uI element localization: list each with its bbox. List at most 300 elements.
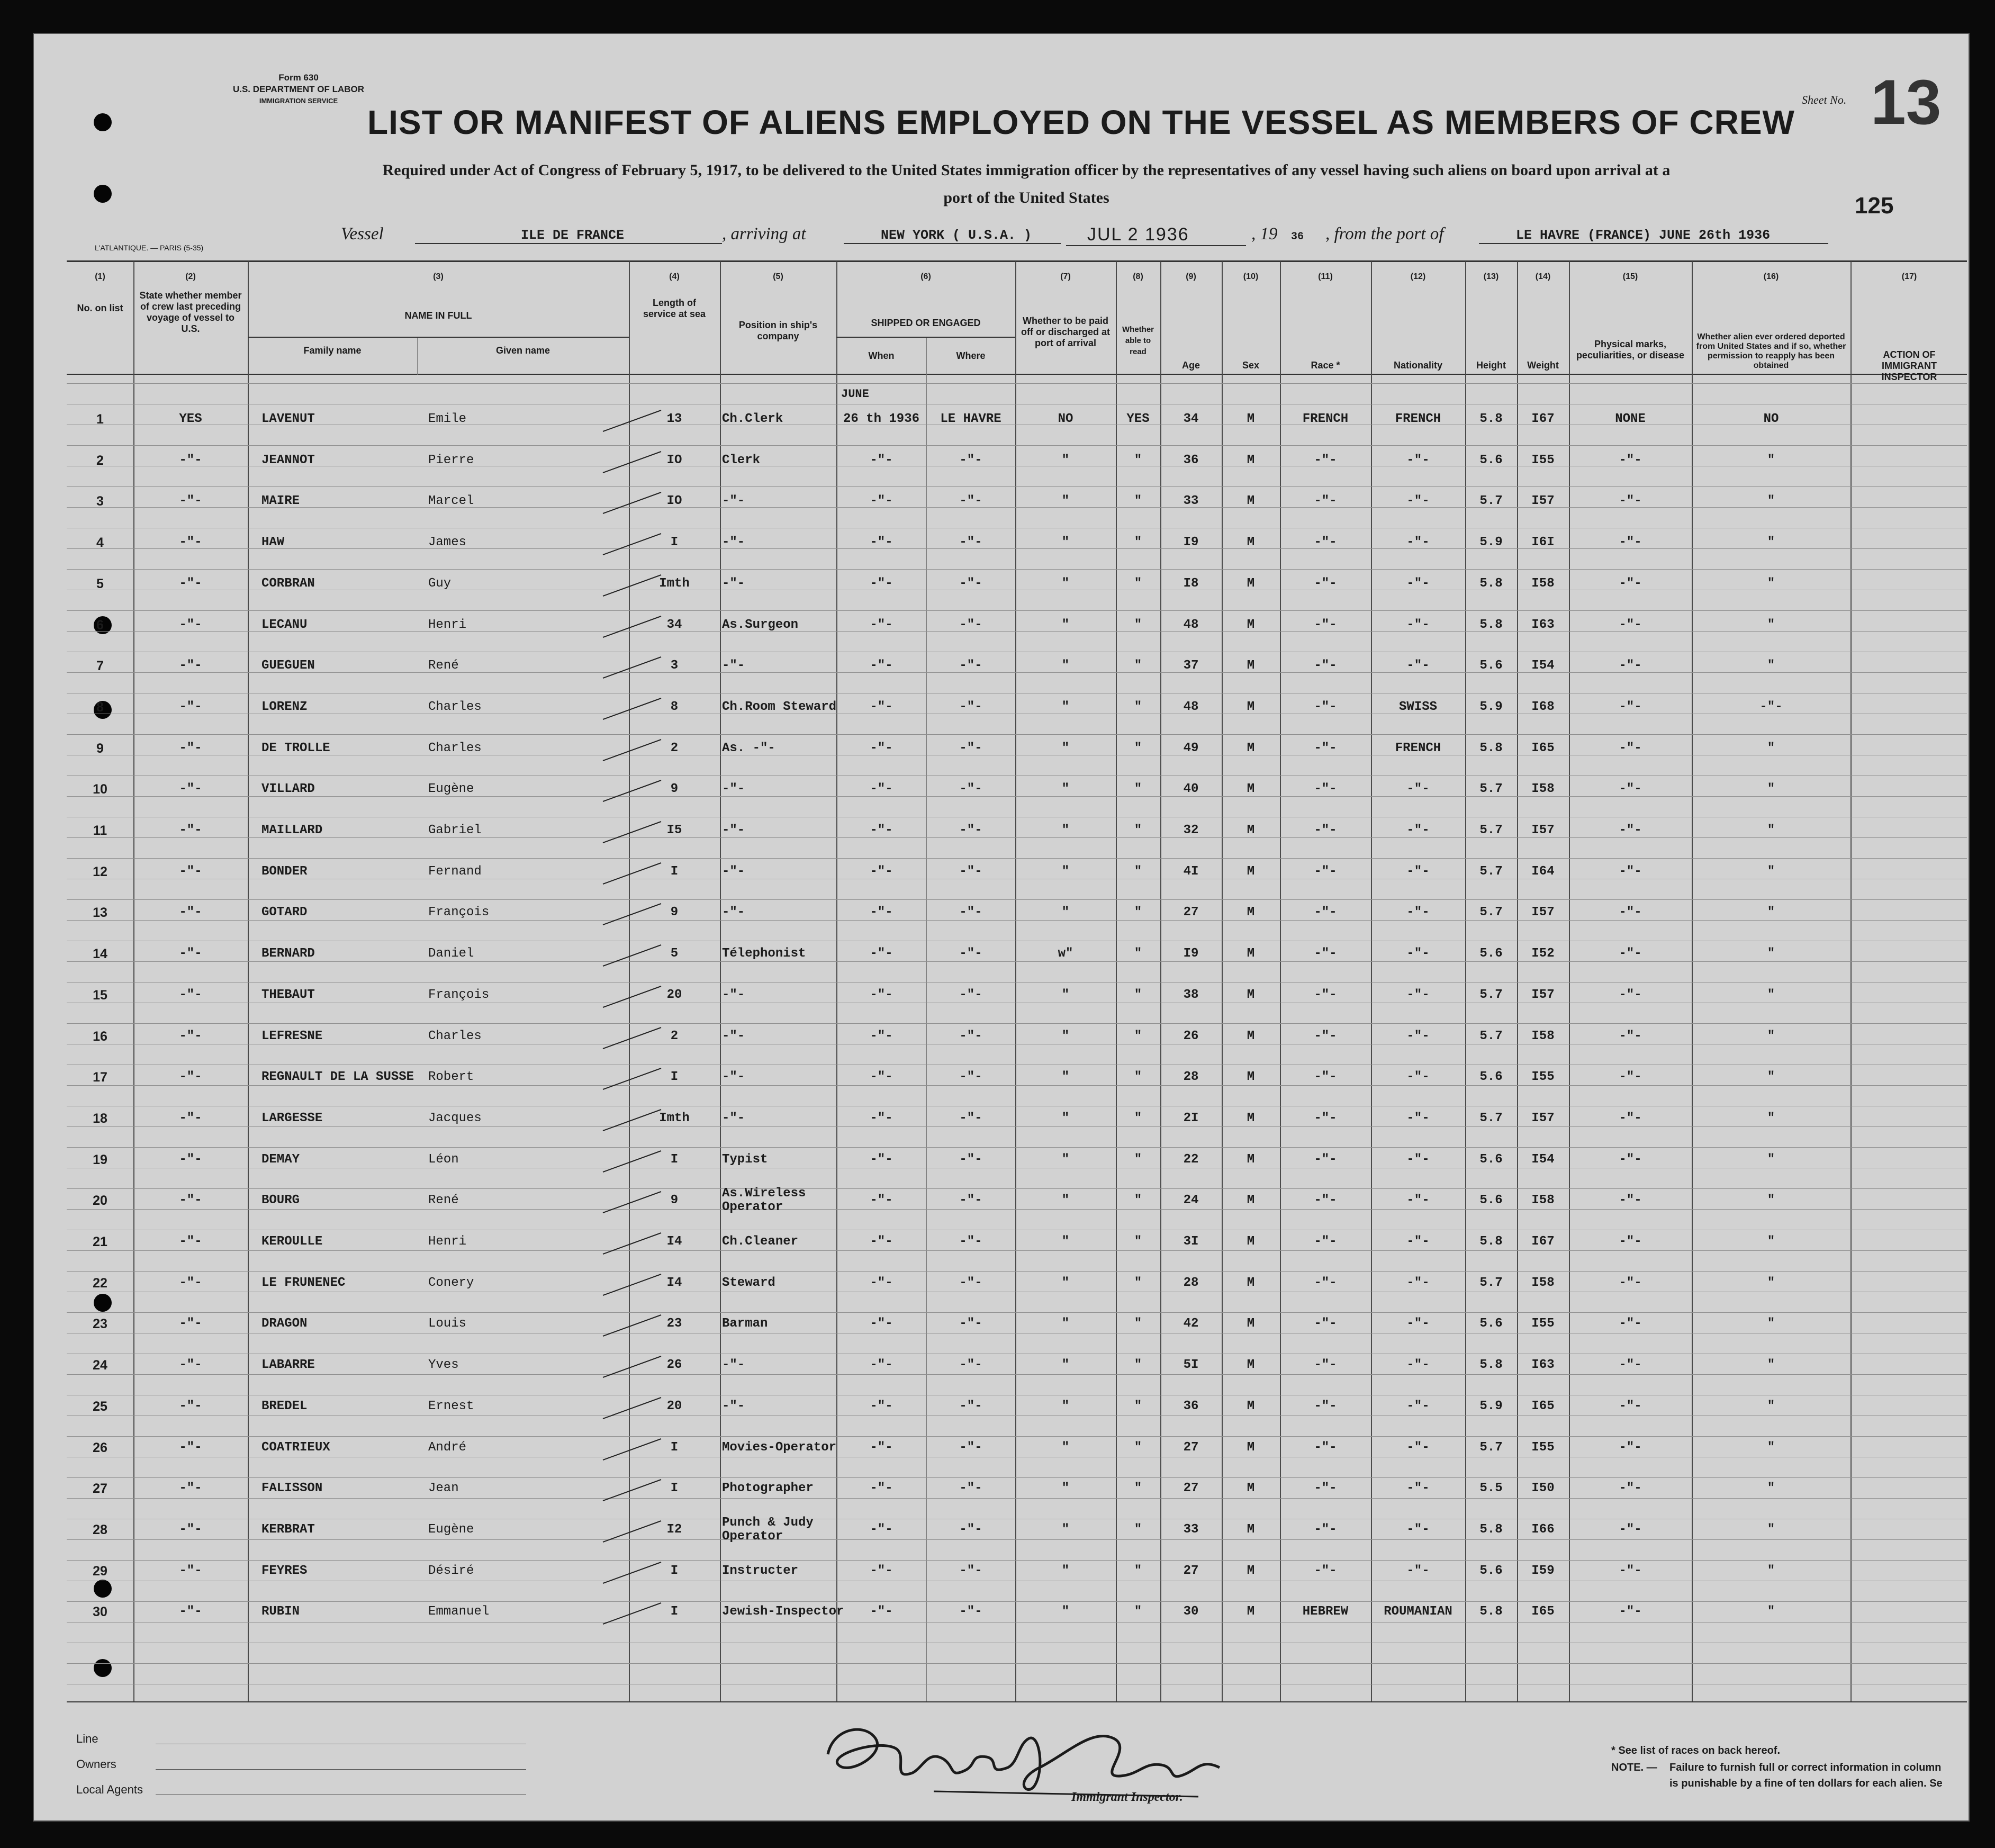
cell-height: 5.8: [1479, 412, 1503, 426]
tick-mark: [600, 1477, 664, 1503]
cell-prev: -"-: [179, 905, 202, 920]
cell-where: -"-: [959, 576, 982, 591]
cell-read: ": [1134, 782, 1142, 797]
cell-no: 1: [96, 412, 104, 427]
cell-marks: -"-: [1619, 617, 1642, 632]
column-rule: [1850, 262, 1852, 1701]
tick-mark: [600, 1066, 664, 1092]
tick-mark: [600, 1600, 664, 1627]
cell-weight: I59: [1531, 1563, 1555, 1578]
cell-race: -"-: [1314, 453, 1337, 467]
cell-deported: -"-: [1759, 699, 1783, 714]
cell-position: -"-: [722, 1111, 745, 1125]
ruling-line: [67, 1126, 1967, 1127]
cell-when: -"-: [870, 741, 893, 755]
cell-when: -"-: [870, 905, 893, 920]
cell-read: ": [1134, 1152, 1142, 1167]
cell-prev: -"-: [179, 1522, 202, 1537]
cell-weight: I50: [1531, 1481, 1555, 1496]
cell-prev: -"-: [179, 1399, 202, 1413]
cell-prev: -"-: [179, 1111, 202, 1125]
tick-mark: [600, 1559, 664, 1586]
cell-service: 9: [670, 782, 679, 797]
ruling-line: [67, 899, 1967, 900]
cell-service: 2: [670, 741, 679, 755]
cell-no: 10: [93, 782, 107, 797]
tick-mark: [600, 1436, 664, 1463]
cell-sex: M: [1247, 412, 1255, 426]
cell-no: 3: [96, 494, 104, 509]
cell-sex: M: [1247, 617, 1255, 632]
cell-deported: ": [1767, 987, 1775, 1002]
cell-sex: M: [1247, 1317, 1255, 1331]
footer-agents-label: Local Agents: [76, 1783, 143, 1796]
header-no-on-list: No. on list: [77, 303, 123, 313]
cell-no: 21: [93, 1234, 107, 1249]
year-value: 36: [1291, 231, 1304, 243]
cell-given: Eugène: [428, 1522, 474, 1537]
cell-age: 33: [1183, 1522, 1199, 1537]
cell-race: -"-: [1314, 1234, 1337, 1249]
cell-paid: NO: [1058, 412, 1073, 426]
cell-when: -"-: [870, 535, 893, 550]
tick-mark: [600, 1107, 664, 1133]
cell-paid: ": [1061, 1070, 1070, 1085]
cell-weight: I57: [1531, 494, 1555, 509]
arrival-date: JUL 2 1936: [1066, 224, 1246, 246]
cell-marks: -"-: [1619, 1317, 1642, 1331]
cell-read: ": [1134, 659, 1142, 673]
cell-given: François: [428, 905, 490, 920]
cell-weight: I66: [1531, 1522, 1555, 1537]
cell-paid: ": [1061, 1193, 1070, 1208]
cell-paid: ": [1061, 1481, 1070, 1496]
cell-race: -"-: [1314, 659, 1337, 673]
cell-marks: -"-: [1619, 576, 1642, 591]
cell-paid: ": [1061, 576, 1070, 591]
cell-family: FALISSON: [261, 1481, 323, 1496]
cell-given: Jean: [428, 1481, 459, 1496]
cell-service: IO: [666, 494, 682, 509]
cell-nat: -"-: [1406, 617, 1430, 632]
year-label: , 19: [1251, 224, 1278, 244]
from-label: , from the port of: [1325, 224, 1444, 244]
ruling-line: [67, 1023, 1967, 1024]
cell-weight: I65: [1531, 1399, 1555, 1413]
cell-nat: -"-: [1406, 1481, 1430, 1496]
cell-family: GOTARD: [261, 905, 308, 920]
cell-age: I9: [1183, 946, 1199, 961]
cell-race: -"-: [1314, 1111, 1337, 1125]
cell-service: 13: [666, 412, 682, 426]
cell-service: I: [670, 1070, 679, 1085]
cell-where: -"-: [959, 617, 982, 632]
col-num-2: (2): [185, 272, 196, 281]
cell-service: IO: [666, 453, 682, 467]
cell-age: 40: [1183, 782, 1199, 797]
cell-given: Emile: [428, 412, 467, 426]
cell-given: Daniel: [428, 946, 474, 961]
cell-paid: ": [1061, 1234, 1070, 1249]
vessel-label: Vessel: [341, 224, 384, 244]
cell-position: -"-: [722, 1070, 745, 1085]
cell-deported: ": [1767, 1399, 1775, 1413]
cell-age: 48: [1183, 617, 1199, 632]
cell-age: 24: [1183, 1193, 1199, 1208]
cell-where: -"-: [959, 946, 982, 961]
cell-deported: ": [1767, 494, 1775, 509]
cell-age: 36: [1183, 453, 1199, 467]
cell-weight: I57: [1531, 905, 1555, 920]
tick-mark: [600, 696, 664, 722]
cell-given: Charles: [428, 1029, 482, 1043]
cell-prev: -"-: [179, 576, 202, 591]
cell-no: 27: [93, 1481, 107, 1497]
cell-race: -"-: [1314, 1029, 1337, 1043]
tick-mark: [600, 942, 664, 969]
cell-weight: I54: [1531, 1152, 1555, 1167]
cell-read: ": [1134, 699, 1142, 714]
col-num-6: (6): [920, 272, 931, 281]
cell-prev: -"-: [179, 617, 202, 632]
cell-sex: M: [1247, 1029, 1255, 1043]
cell-family: COATRIEUX: [261, 1440, 330, 1455]
cell-given: Fernand: [428, 864, 482, 879]
cell-when: -"-: [870, 1234, 893, 1249]
cell-race: -"-: [1314, 1358, 1337, 1373]
cell-height: 5.8: [1479, 576, 1503, 591]
cell-prev: -"-: [179, 1029, 202, 1043]
col-num-9: (9): [1186, 272, 1196, 281]
cell-sex: M: [1247, 1070, 1255, 1085]
cell-height: 5.7: [1479, 494, 1503, 509]
cell-nat: -"-: [1406, 987, 1430, 1002]
cell-prev: -"-: [179, 1358, 202, 1373]
cell-deported: ": [1767, 1070, 1775, 1085]
cell-deported: ": [1767, 1152, 1775, 1167]
cell-deported: ": [1767, 823, 1775, 837]
cell-family: MAILLARD: [261, 823, 323, 837]
cell-read: ": [1134, 987, 1142, 1002]
cell-paid: ": [1061, 1317, 1070, 1331]
shipped-divider: [836, 337, 1015, 338]
cell-no: 11: [93, 823, 107, 838]
cell-position: Typist: [722, 1152, 768, 1167]
cell-where: -"-: [959, 1399, 982, 1413]
cell-sex: M: [1247, 1193, 1255, 1208]
col-num-11: (11): [1318, 272, 1333, 281]
tick-mark: [600, 860, 664, 887]
cell-where: -"-: [959, 699, 982, 714]
cell-marks: -"-: [1619, 1111, 1642, 1125]
cell-given: Emmanuel: [428, 1604, 490, 1619]
cell-paid: ": [1061, 1111, 1070, 1125]
cell-nat: SWISS: [1398, 699, 1437, 714]
form-department: U.S. DEPARTMENT OF LABOR: [232, 84, 365, 94]
ruling-line: [67, 1539, 1967, 1540]
cell-no: 29: [93, 1563, 107, 1579]
cell-nat: -"-: [1406, 576, 1430, 591]
tick-mark: [600, 778, 664, 804]
cell-marks: -"-: [1619, 905, 1642, 920]
cell-race: -"-: [1314, 741, 1337, 755]
col-num-14: (14): [1535, 272, 1551, 281]
header-physical-marks: Physical marks, peculiarities, or disease: [1576, 339, 1685, 360]
cell-height: 5.7: [1479, 1440, 1503, 1455]
cell-no: 18: [93, 1111, 107, 1126]
cell-height: 5.9: [1479, 535, 1503, 550]
cell-height: 5.8: [1479, 1234, 1503, 1249]
cell-marks: -"-: [1619, 946, 1642, 961]
cell-height: 5.7: [1479, 782, 1503, 797]
cell-nat: -"-: [1406, 1111, 1430, 1125]
cell-age: 37: [1183, 659, 1199, 673]
cell-given: Léon: [428, 1152, 459, 1167]
cell-height: 5.6: [1479, 1563, 1503, 1578]
cell-paid: ": [1061, 1029, 1070, 1043]
cell-given: Marcel: [428, 494, 474, 509]
cell-read: ": [1134, 1440, 1142, 1455]
cell-service: I: [670, 535, 679, 550]
col-num-3: (3): [433, 272, 444, 281]
cell-prev: -"-: [179, 699, 202, 714]
cell-when: -"-: [870, 1604, 893, 1619]
cell-marks: -"-: [1619, 699, 1642, 714]
cell-read: ": [1134, 494, 1142, 509]
cell-when: -"-: [870, 659, 893, 673]
cell-weight: I55: [1531, 1317, 1555, 1331]
cell-weight: I55: [1531, 1070, 1555, 1085]
cell-height: 5.6: [1479, 659, 1503, 673]
header-able-to-read: Whether able to read: [1122, 325, 1154, 356]
cell-paid: ": [1061, 1358, 1070, 1373]
cell-read: ": [1134, 864, 1142, 879]
cell-height: 5.7: [1479, 1275, 1503, 1290]
cell-paid: ": [1061, 1440, 1070, 1455]
ruling-line: [67, 1663, 1967, 1664]
tick-mark: [600, 1395, 664, 1421]
cell-paid: ": [1061, 987, 1070, 1002]
cell-deported: ": [1767, 576, 1775, 591]
cell-paid: ": [1061, 1275, 1070, 1290]
cell-weight: I67: [1531, 1234, 1555, 1249]
tick-mark: [600, 1230, 664, 1257]
cell-read: ": [1134, 535, 1142, 550]
name-divider: [248, 337, 629, 338]
cell-given: Eugène: [428, 782, 474, 797]
cell-where: -"-: [959, 1193, 982, 1208]
cell-sex: M: [1247, 864, 1255, 879]
cell-paid: ": [1061, 535, 1070, 550]
cell-position: -"-: [722, 782, 745, 797]
form-meta: [214, 72, 383, 107]
ruling-line: [67, 1477, 1967, 1478]
cell-height: 5.8: [1479, 617, 1503, 632]
cell-deported: ": [1767, 617, 1775, 632]
cell-when: -"-: [870, 987, 893, 1002]
cell-paid: ": [1061, 1563, 1070, 1578]
cell-read: ": [1134, 946, 1142, 961]
cell-sex: M: [1247, 659, 1255, 673]
cell-paid: ": [1061, 741, 1070, 755]
cell-position: As.Surgeon: [722, 617, 799, 632]
cell-when: -"-: [870, 617, 893, 632]
tick-mark: [600, 449, 664, 475]
cell-marks: NONE: [1615, 412, 1646, 426]
cell-given: Conery: [428, 1275, 474, 1290]
cell-service: I: [670, 1440, 679, 1455]
cell-position: Steward: [722, 1275, 775, 1290]
cell-service: Imth: [659, 1111, 690, 1125]
cell-family: MAIRE: [261, 494, 300, 509]
cell-no: 5: [96, 576, 104, 591]
cell-height: 5.6: [1479, 1317, 1503, 1331]
cell-marks: -"-: [1619, 1563, 1642, 1578]
cell-weight: I58: [1531, 1029, 1555, 1043]
vessel-name: ILE DE FRANCE: [415, 228, 722, 244]
cell-prev: -"-: [179, 494, 202, 509]
cell-paid: ": [1061, 905, 1070, 920]
cell-given: Charles: [428, 699, 482, 714]
tick-mark: [600, 1148, 664, 1175]
ruling-line: [67, 1147, 1967, 1148]
cell-height: 5.8: [1479, 1604, 1503, 1619]
cell-race: -"-: [1314, 1563, 1337, 1578]
cell-position: Ch.Room Steward: [722, 699, 837, 714]
cell-paid: w": [1058, 946, 1073, 961]
cell-family: JEANNOT: [261, 453, 315, 467]
cell-deported: ": [1767, 1193, 1775, 1208]
cell-given: Robert: [428, 1070, 474, 1085]
cell-when: -"-: [870, 699, 893, 714]
cell-race: -"-: [1314, 1152, 1337, 1167]
cell-read: ": [1134, 617, 1142, 632]
cell-family: LE FRUNENEC: [261, 1275, 346, 1290]
cell-marks: -"-: [1619, 1070, 1642, 1085]
cell-given: Jacques: [428, 1111, 482, 1125]
cell-paid: ": [1061, 617, 1070, 632]
cell-race: -"-: [1314, 823, 1337, 837]
cell-age: 5I: [1183, 1358, 1199, 1373]
header-previous-voyage: State whether member of crew last preceding voyage of vessel to U.S.: [139, 290, 242, 334]
cell-when: -"-: [870, 1275, 893, 1290]
inspector-signature: [817, 1717, 1230, 1802]
cell-given: James: [428, 535, 467, 550]
cell-height: 5.5: [1479, 1481, 1503, 1496]
cell-race: -"-: [1314, 1481, 1337, 1496]
cell-nat: -"-: [1406, 782, 1430, 797]
tick-mark: [600, 1354, 664, 1380]
cell-age: 26: [1183, 1029, 1199, 1043]
cell-marks: -"-: [1619, 823, 1642, 837]
cell-read: ": [1134, 1193, 1142, 1208]
cell-no: 2: [96, 453, 104, 468]
cell-where: -"-: [959, 1275, 982, 1290]
cell-read: YES: [1126, 412, 1150, 426]
cell-deported: ": [1767, 1481, 1775, 1496]
cell-when: -"-: [870, 494, 893, 509]
cell-where: -"-: [959, 1234, 982, 1249]
ruling-line: [67, 1271, 1967, 1272]
cell-age: 4I: [1183, 864, 1199, 879]
table-top-rule: [67, 260, 1967, 262]
tick-mark: [600, 490, 664, 516]
cell-race: -"-: [1314, 864, 1337, 879]
cell-deported: ": [1767, 782, 1775, 797]
cell-when: -"-: [870, 1563, 893, 1578]
cell-weight: I57: [1531, 1111, 1555, 1125]
tick-mark: [600, 984, 664, 1010]
ruling-line: [67, 858, 1967, 859]
cell-no: 17: [93, 1070, 107, 1085]
tick-mark: [600, 614, 664, 640]
sub-column-rule: [417, 338, 418, 375]
cell-sex: M: [1247, 823, 1255, 837]
cell-paid: ": [1061, 1152, 1070, 1167]
header-length-of-service: Length of service at sea: [643, 298, 706, 319]
ruling-line: [67, 445, 1967, 446]
cell-family: LECANU: [261, 617, 308, 632]
ruling-line: [67, 1250, 1967, 1251]
cell-family: LEFRESNE: [261, 1029, 323, 1043]
cell-nat: -"-: [1406, 1029, 1430, 1043]
cell-deported: ": [1767, 905, 1775, 920]
cell-prev: -"-: [179, 1604, 202, 1619]
cell-where: -"-: [959, 1029, 982, 1043]
cell-family: LORENZ: [261, 699, 308, 714]
cell-height: 5.7: [1479, 905, 1503, 920]
cell-position: Instructer: [722, 1563, 799, 1578]
cell-where: -"-: [959, 1152, 982, 1167]
cell-family: CORBRAN: [261, 576, 315, 591]
header-age: Age: [1181, 360, 1200, 371]
cell-deported: ": [1767, 453, 1775, 467]
cell-sex: M: [1247, 1111, 1255, 1125]
cell-deported: ": [1767, 535, 1775, 550]
cell-paid: ": [1061, 699, 1070, 714]
cell-family: LAVENUT: [261, 412, 315, 426]
cell-no: 9: [96, 741, 104, 756]
cell-prev: -"-: [179, 1193, 202, 1208]
cell-height: 5.8: [1479, 1522, 1503, 1537]
signature-caption: Immigrant Inspector.: [1071, 1790, 1183, 1804]
cell-weight: I54: [1531, 659, 1555, 673]
cell-sex: M: [1247, 699, 1255, 714]
cell-height: 5.9: [1479, 699, 1503, 714]
cell-given: René: [428, 1193, 459, 1208]
cell-race: -"-: [1314, 535, 1337, 550]
ruling-line: [67, 486, 1967, 487]
cell-family: KERBRAT: [261, 1522, 315, 1537]
cell-position: -"-: [722, 535, 745, 550]
cell-read: ": [1134, 1275, 1142, 1290]
cell-where: -"-: [959, 905, 982, 920]
header-paid-off: Whether to be paid off or discharged at port of arrival: [1021, 315, 1111, 348]
cell-nat: -"-: [1406, 1193, 1430, 1208]
footnote-races: * See list of races on back hereof.: [1611, 1745, 1781, 1756]
cell-when: -"-: [870, 1317, 893, 1331]
cell-service: 9: [670, 1193, 679, 1208]
cell-family: DEMAY: [261, 1152, 300, 1167]
cell-given: Louis: [428, 1317, 467, 1331]
cell-marks: -"-: [1619, 535, 1642, 550]
cell-age: 33: [1183, 494, 1199, 509]
punch-hole: [94, 1659, 112, 1677]
cell-no: 13: [93, 905, 107, 921]
cell-height: 5.7: [1479, 864, 1503, 879]
cell-height: 5.6: [1479, 1193, 1503, 1208]
cell-read: ": [1134, 1111, 1142, 1125]
